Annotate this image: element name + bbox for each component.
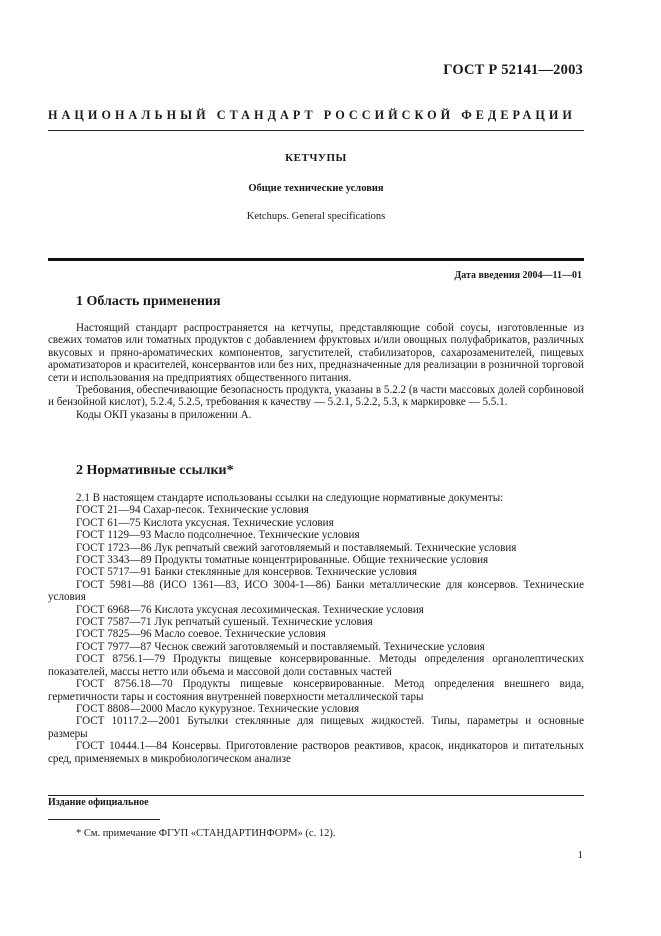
section-1-body	[48, 322, 584, 421]
footnote: * См. примечание ФГУП «СТАНДАРТИНФОРМ» (с. 12).	[76, 828, 336, 839]
footnote-divider	[48, 819, 160, 820]
header-divider	[48, 130, 584, 131]
document-title-english: Ketchups. General specifications	[246, 211, 386, 222]
section-2-heading: 2 Нормативные ссылки*	[76, 463, 234, 478]
reference-item: ГОСТ 10117.2—2001 Бутылки стеклянные для пищевых жидкостей. Типы, параметры и основные размеры	[48, 715, 584, 740]
references-intro: 2.1 В настоящем стандарте использованы ссылки на следующие нормативные документы:	[76, 492, 504, 504]
section-1-paragraph: Коды ОКП указаны в приложении А.	[76, 408, 252, 421]
section-1-heading: 1 Область применения	[76, 294, 221, 309]
document-title: КЕТЧУПЫ	[285, 152, 347, 164]
reference-item: ГОСТ 8756.18—70 Продукты пищевые консервированные. Метод определения внешнего вида, герметичности тары и состояния внутренней поверхности металлической тары	[48, 678, 584, 703]
reference-item: ГОСТ 7587—71 Лук репчатый сушеный. Технические условия	[76, 616, 373, 629]
edition-label: Издание официальное	[48, 797, 149, 808]
document-code: ГОСТ Р 52141—2003	[443, 62, 583, 78]
page-number: 1	[577, 849, 583, 861]
normative-references-list	[48, 492, 584, 765]
reference-item: ГОСТ 10444.1—84 Консервы. Приготовление растворов реактивов, красок, индикаторов и питательных сред, применяемых в микробиологическом анализе	[48, 740, 584, 765]
document-subtitle: Общие технические условия	[248, 183, 384, 194]
reference-item: ГОСТ 21—94 Сахар-песок. Технические условия	[76, 504, 309, 517]
reference-item: ГОСТ 5717—91 Банки стеклянные для консервов. Технические условия	[76, 566, 417, 579]
reference-item: ГОСТ 8808—2000 Масло кукурузное. Технические условия	[76, 702, 360, 715]
edition-divider	[48, 795, 584, 796]
section-1-paragraph: Требования, обеспечивающие безопасность продукта, указаны в 5.2.2 (в части массовых долей сорбиновой и бензойной кислот), 5.2.4, 5.2.5, требования к качеству — 5.2.1, 5.2.2, 5.3, к маркировке — 5.5.1.	[48, 384, 584, 409]
introduction-date: Дата введения 2004—11—01	[454, 270, 582, 281]
national-standard-banner: НАЦИОНАЛЬНЫЙ СТАНДАРТ РОССИЙСКОЙ ФЕДЕРАЦИИ	[48, 108, 576, 122]
reference-item: ГОСТ 61—75 Кислота уксусная. Технические условия	[76, 516, 334, 529]
reference-item: ГОСТ 8756.1—79 Продукты пищевые консервированные. Методы определения органолептических показателей, массы нетто или объема и массовой доли составных частей	[48, 653, 584, 678]
reference-item: ГОСТ 1723—86 Лук репчатый свежий заготовляемый и поставляемый. Технические условия	[76, 541, 517, 554]
reference-item: ГОСТ 7825—96 Масло соевое. Технические условия	[76, 628, 326, 641]
title-divider	[48, 258, 584, 261]
reference-item: ГОСТ 3343—89 Продукты томатные концентрированные. Общие технические условия	[76, 554, 489, 567]
section-1-paragraph: Настоящий стандарт распространяется на кетчупы, представляющие собой соусы, изготовленные из свежих томатов или томатных продуктов с добавлением фруктовых и/или овощных полуфабрикатов, различных вкусовых и пряно-ароматических компонентов, загустителей, стабилизаторов, сахарозаменителей, пищевых ароматизаторов и красителей, консервантов или без них, предназначенные для реализации в розничной торговой сети и использования на предприятиях общественного питания.	[48, 322, 584, 384]
reference-item: ГОСТ 5981—88 (ИСО 1361—83, ИСО 3004-1—86) Банки металлические для консервов. Технические условия	[48, 578, 584, 604]
reference-item: ГОСТ 1129—93 Масло подсолнечное. Технические условия	[76, 529, 360, 542]
reference-item: ГОСТ 7977—87 Чеснок свежий заготовляемый и поставляемый. Технические условия	[76, 640, 485, 653]
reference-item: ГОСТ 6968—76 Кислота уксусная лесохимическая. Технические условия	[76, 603, 424, 616]
